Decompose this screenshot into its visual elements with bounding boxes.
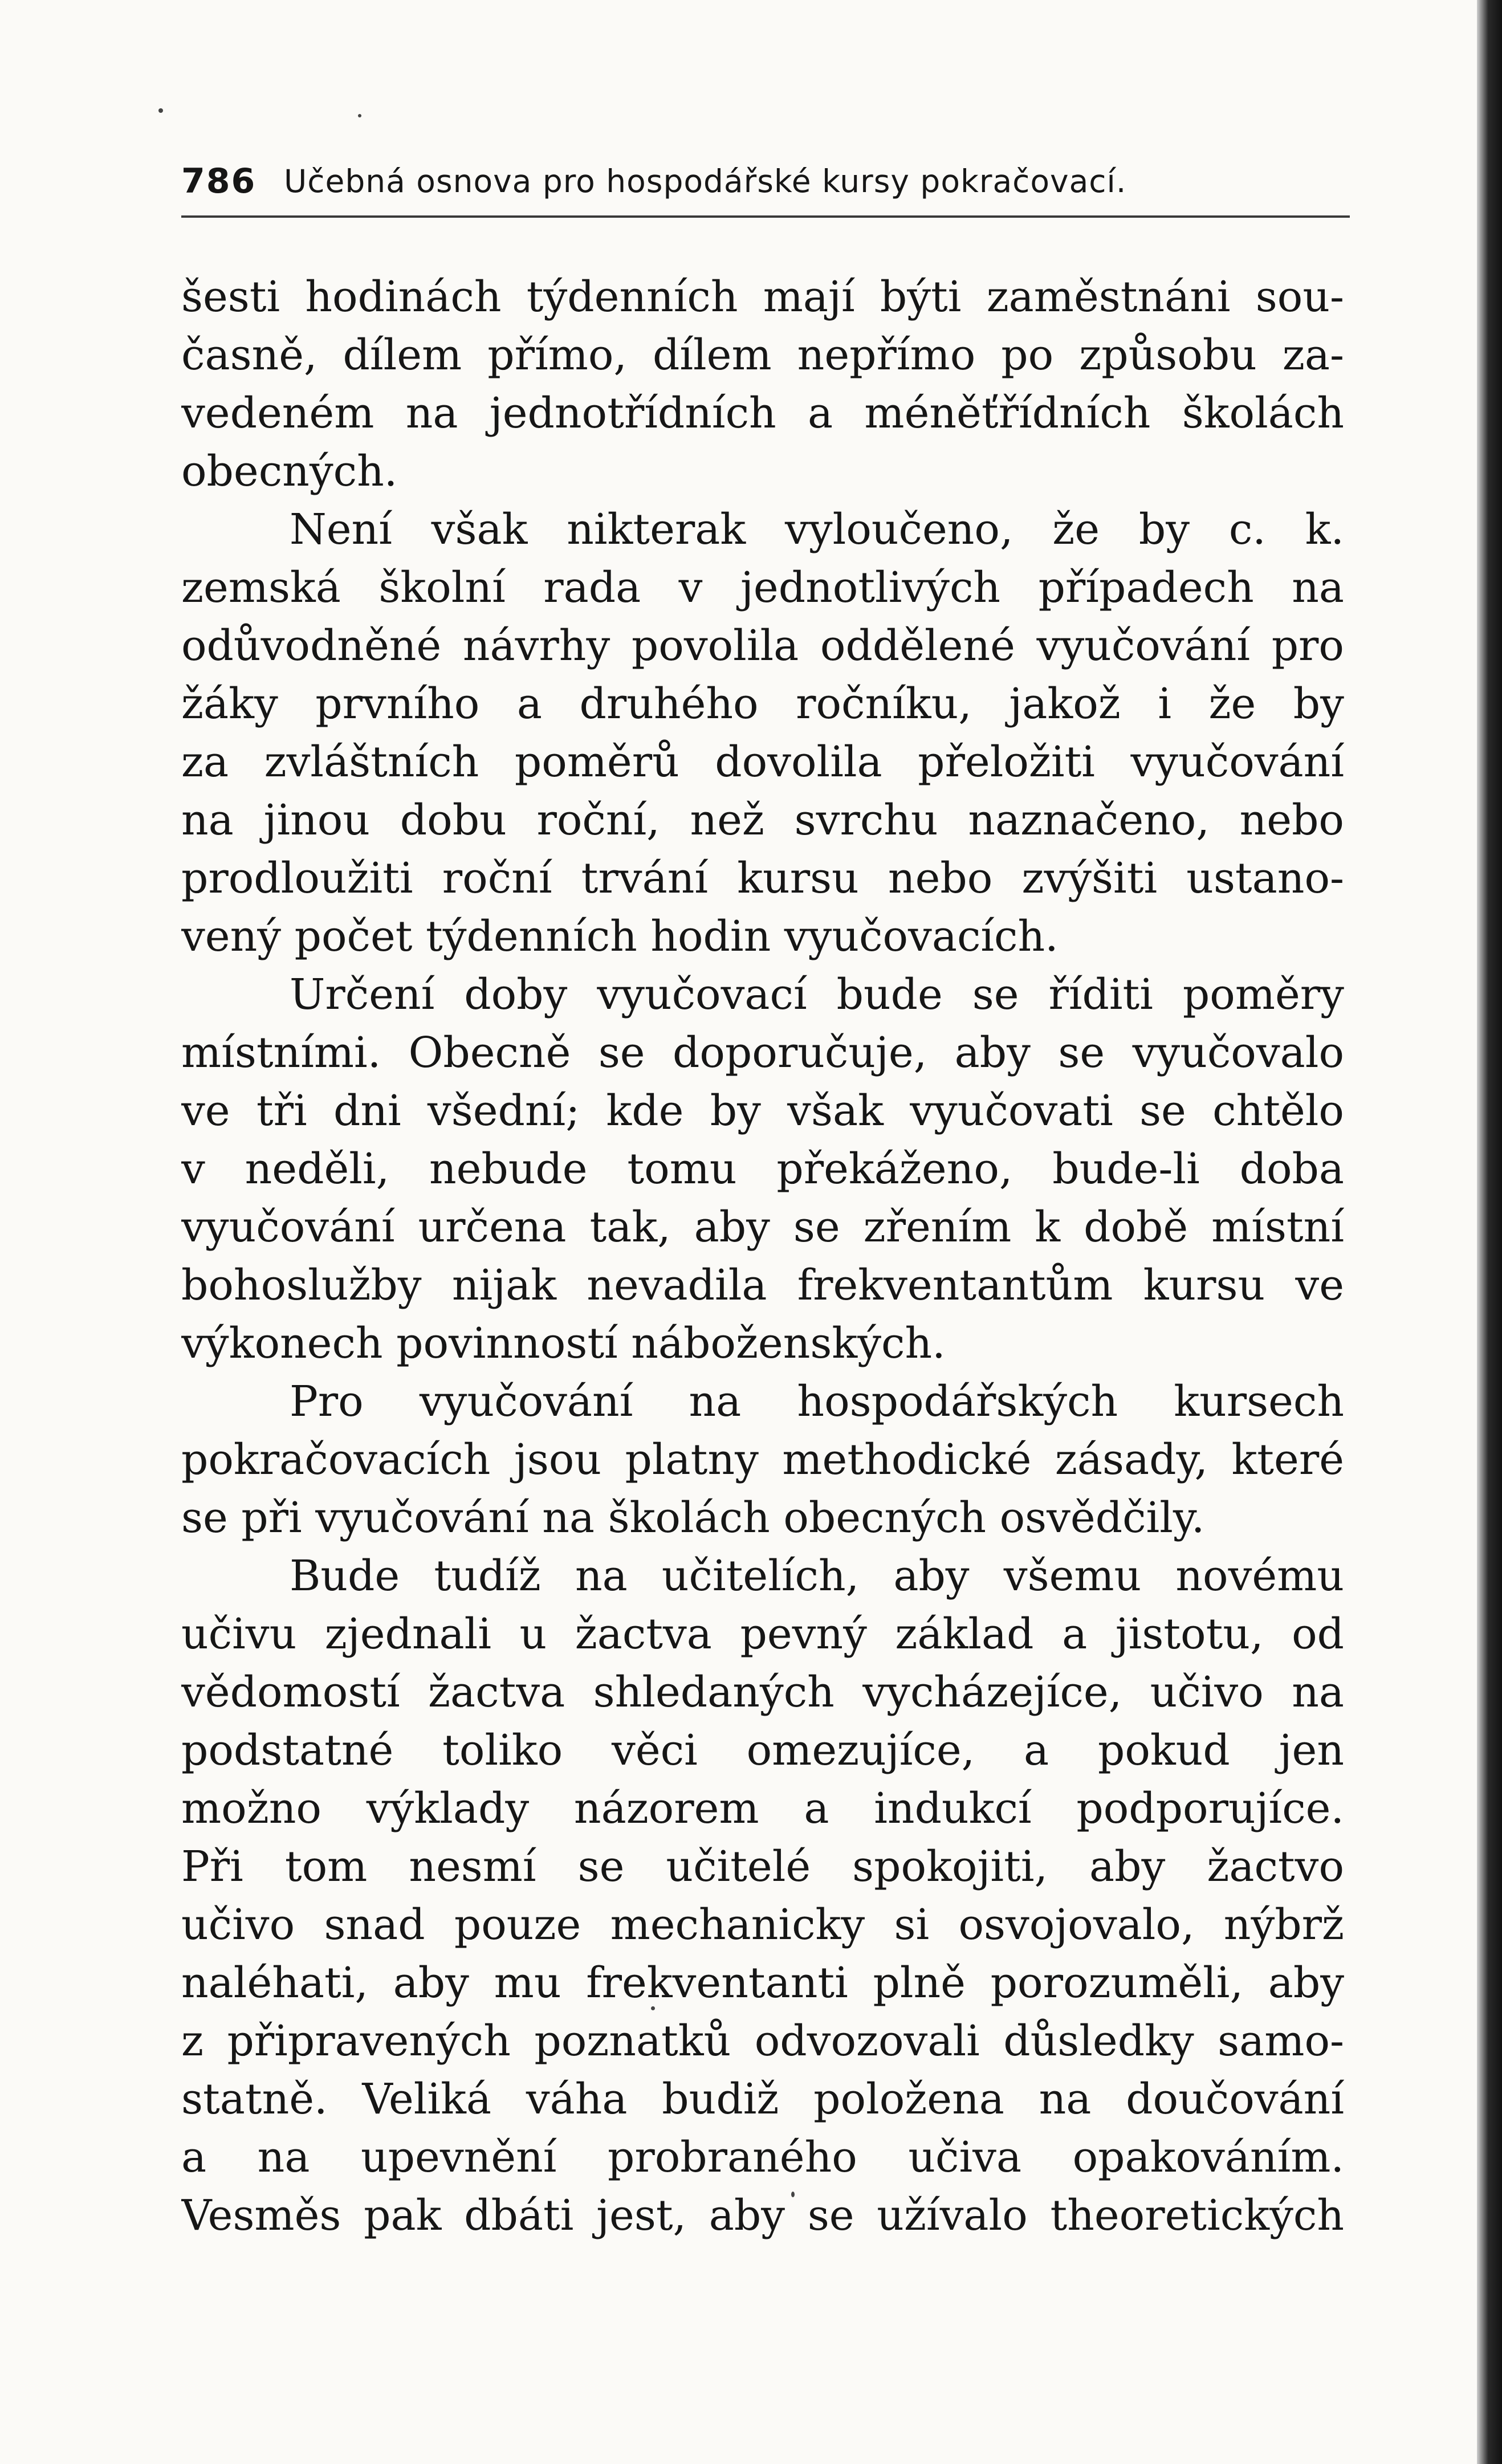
paragraph-first-line: Není však nikterak vyloučeno, že by c. k. bbox=[290, 505, 1344, 554]
paragraph-first-line: Určení doby vyučovací bude se říditi poměry bbox=[290, 970, 1344, 1019]
header-rule bbox=[181, 215, 1350, 218]
text-line: časně, dílem přímo, dílem nepřímo po způsobu za- bbox=[181, 331, 1344, 380]
text-line: učivu zjednali u žactva pevný základ a jistotu, od bbox=[181, 1610, 1344, 1659]
text-line: Při tom nesmí se učitelé spokojiti, aby žactvo bbox=[181, 1842, 1344, 1891]
text-line: obecných. bbox=[181, 447, 398, 496]
running-head: Učebná osnova pro hospodářské kursy pokračovací. bbox=[284, 163, 1127, 199]
body-text bbox=[181, 268, 1344, 2245]
text-line: bohoslužby nijak nevadila frekventantům kursu ve bbox=[181, 1261, 1344, 1310]
page-header bbox=[181, 153, 1344, 215]
text-line: podstatné toliko věci omezujíce, a pokud jen bbox=[181, 1726, 1344, 1775]
text-line: šesti hodinách týdenních mají býti zaměstnáni sou- bbox=[181, 272, 1344, 321]
text-line: vyučování určena tak, aby se zřením k době místní bbox=[181, 1203, 1344, 1252]
text-line: místními. Obecně se doporučuje, aby se vyučovalo bbox=[181, 1028, 1344, 1077]
text-line: vený počet týdenních hodin vyučovacích. bbox=[181, 912, 1059, 961]
text-line: statně. Veliká váha budiž položena na doučování bbox=[181, 2075, 1344, 2124]
text-line: zemská školní rada v jednotlivých případech na bbox=[181, 563, 1344, 612]
print-speck bbox=[158, 108, 163, 113]
text-line: odůvodněné návrhy povolila oddělené vyučování pro bbox=[181, 621, 1344, 670]
text-line: možno výklady názorem a indukcí podporujíce. bbox=[181, 1784, 1344, 1833]
text-line: za zvláštních poměrů dovolila přeložiti vyučování bbox=[181, 738, 1344, 787]
text-line: na jinou dobu roční, než svrchu naznačeno, nebo bbox=[181, 796, 1344, 845]
print-speck bbox=[358, 114, 361, 117]
page-number: 786 bbox=[181, 161, 257, 201]
text-line: a na upevnění probraného učiva opakováním. bbox=[181, 2133, 1344, 2182]
text-line: prodloužiti roční trvání kursu nebo zvýšiti ustano- bbox=[181, 854, 1344, 903]
page-edge-shadow bbox=[1477, 0, 1502, 2464]
text-line: v neděli, nebude tomu překáženo, bude-li doba bbox=[181, 1145, 1344, 1194]
text-line: vědomostí žactva shledaných vycházejíce, učivo na bbox=[181, 1668, 1344, 1717]
text-line: pokračovacích jsou platny methodické zásady, které bbox=[181, 1435, 1344, 1484]
text-line: výkonech povinností náboženských. bbox=[181, 1319, 946, 1368]
text-line: z připravených poznatků odvozovali důsledky samo- bbox=[181, 2017, 1344, 2066]
text-line: se při vyučování na školách obecných osvědčily. bbox=[181, 1493, 1205, 1542]
paragraph-first-line: Pro vyučování na hospodářských kursech bbox=[290, 1377, 1344, 1426]
text-line: žáky prvního a druhého ročníku, jakož i že by bbox=[181, 679, 1344, 728]
text-line: naléhati, aby mu frekventanti plně porozuměli, aby bbox=[181, 1958, 1344, 2007]
paragraph-first-line: Bude tudíž na učitelích, aby všemu novému bbox=[290, 1551, 1344, 1600]
text-line: vedeném na jednotřídních a méněťřídních školách bbox=[181, 389, 1344, 438]
text-line: ve tři dni všední; kde by však vyučovati se chtělo bbox=[181, 1086, 1344, 1135]
text-line: učivo snad pouze mechanicky si osvojovalo, nýbrž bbox=[181, 1900, 1344, 1949]
text-line: Vesměs pak dbáti jest, aby se užívalo theoretických bbox=[181, 2191, 1344, 2240]
